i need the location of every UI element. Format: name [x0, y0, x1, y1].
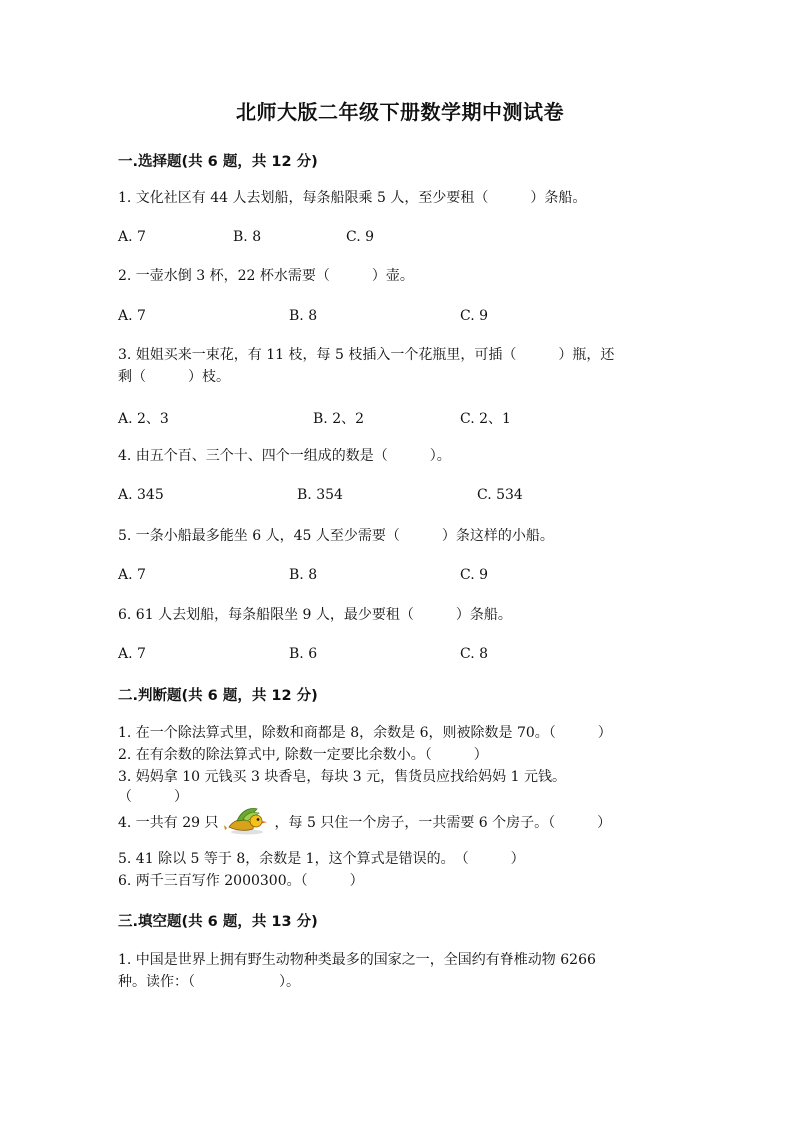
- judgement-question-1: 1. 在一个除法算式里，除数和商都是 8，余数是 6，则被除数是 70。（ ）: [118, 725, 612, 741]
- judgement-question-4: [118, 811, 611, 835]
- choice-q5-option-b: B. 8: [289, 567, 318, 583]
- section-title-choice: 一.选择题(共 6 题，共 12 分): [118, 154, 318, 170]
- choice-q5-option-a: A. 7: [118, 567, 146, 583]
- fill-question-1-line1: 1. 中国是世界上拥有野生动物种类最多的国家之一，全国约有脊椎动物 6266: [118, 952, 596, 968]
- choice-question-5: 5. 一条小船最多能坐 6 人，45 人至少需要（ ）条这样的小船。: [118, 528, 554, 544]
- choice-q2-option-c: C. 9: [460, 308, 489, 324]
- choice-q6-option-b: B. 6: [289, 646, 318, 662]
- choice-question-2: 2. 一壶水倒 3 杯，22 杯水需要（ ）壶。: [118, 268, 414, 284]
- choice-q2-option-a: A. 7: [118, 308, 146, 324]
- judgement-question-2: 2. 在有余数的除法算式中, 除数一定要比余数小。（ ）: [118, 747, 488, 763]
- choice-q1-option-c: C. 9: [346, 229, 375, 245]
- bird-icon: [223, 801, 271, 835]
- judgement-question-5: 5. 41 除以 5 等于 8，余数是 1，这个算式是错误的。 （ ）: [118, 851, 525, 867]
- choice-q6-option-a: A. 7: [118, 646, 146, 662]
- choice-question-1: 1. 文化社区有 44 人去划船，每条船限乘 5 人，至少要租（ ）条船。: [118, 190, 587, 206]
- choice-q1-option-a: A. 7: [118, 229, 146, 245]
- judgement-question-3-line1: 3. 妈妈拿 10 元钱买 3 块香皂，每块 3 元，售货员应找给妈妈 1 元钱。: [118, 769, 566, 785]
- choice-q2-option-b: B. 8: [289, 308, 318, 324]
- choice-question-4: 4. 由五个百、三个十、四个一组成的数是（ ）。: [118, 448, 451, 464]
- section-title-judgement: 二.判断题(共 6 题，共 12 分): [118, 688, 318, 704]
- choice-question-3-line2: 剩（ ）枝。: [118, 369, 230, 385]
- choice-q3-option-a: A. 2、3: [118, 411, 169, 427]
- choice-question-3-line1: 3. 姐姐买来一束花，有 11 枝，每 5 枝插入一个花瓶里，可插（ ）瓶，还: [118, 347, 615, 363]
- choice-q4-option-a: A. 345: [118, 487, 164, 503]
- page-title: 北师大版二年级下册数学期中测试卷: [236, 100, 564, 124]
- choice-q1-option-b: B. 8: [233, 229, 262, 245]
- choice-q3-option-c: C. 2、1: [460, 411, 511, 427]
- judgement-question-3-line2: （ ）: [118, 789, 188, 805]
- fill-question-1-line2: 种。读作：（ ）。: [118, 974, 300, 990]
- choice-q4-option-c: C. 534: [477, 487, 523, 503]
- choice-q3-option-b: B. 2、2: [313, 411, 365, 427]
- judgement-question-6: 6. 两千三百写作 2000300。（ ）: [118, 873, 364, 889]
- section-title-fill-blank: 三.填空题(共 6 题，共 13 分): [118, 914, 318, 930]
- choice-q5-option-c: C. 9: [460, 567, 489, 583]
- judgement-q4-text-after: ，每 5 只住一个房子，一共需要 6 个房子。（ ）: [274, 815, 612, 831]
- judgement-q4-text-before: 4. 一共有 29 只: [118, 815, 219, 831]
- choice-q4-option-b: B. 354: [297, 487, 343, 503]
- choice-q6-option-c: C. 8: [460, 646, 489, 662]
- choice-question-6: 6. 61 人去划船，每条船限坐 9 人，最少要租（ ）条船。: [118, 607, 512, 623]
